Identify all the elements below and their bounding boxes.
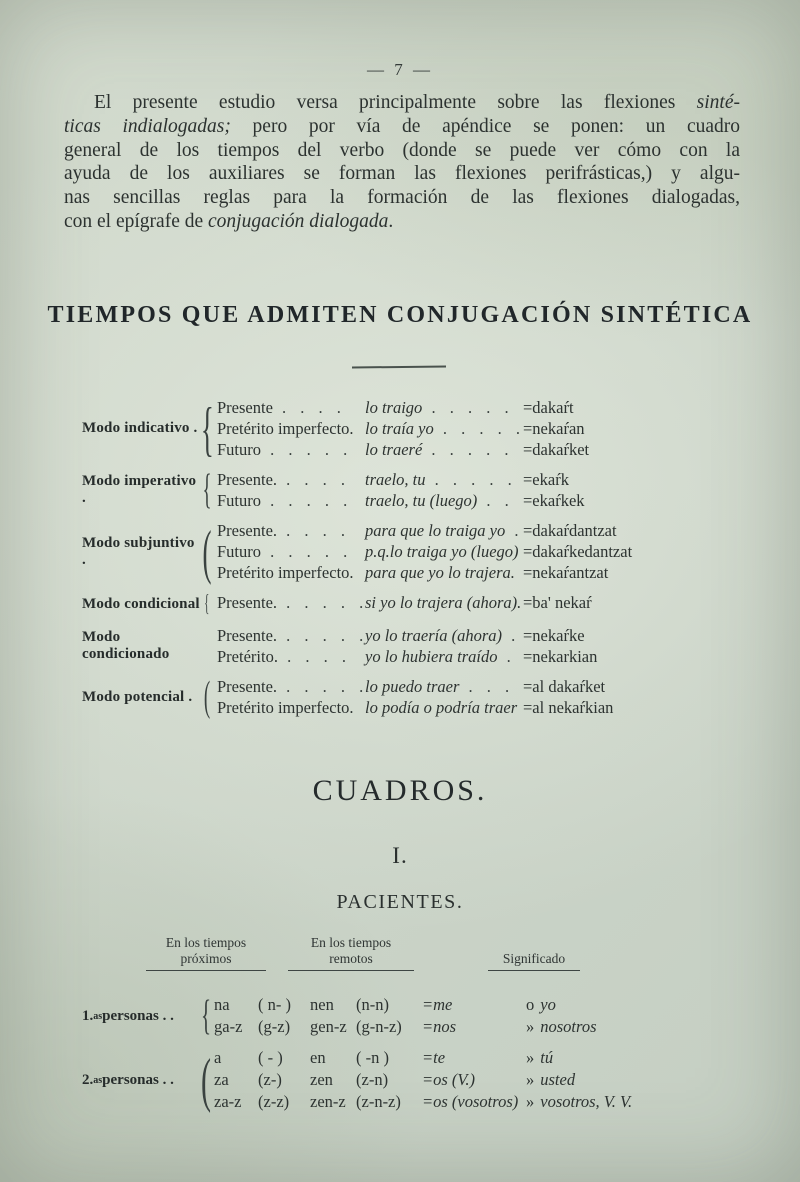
dot-leader: . . . . bbox=[277, 647, 351, 666]
modo-rows bbox=[217, 676, 754, 718]
cuadros-numeral: I. bbox=[392, 843, 408, 868]
dot-leader: . . . bbox=[459, 677, 515, 696]
tiempo-cell bbox=[217, 625, 369, 646]
tiempo-text: Pretérito imperfecto. bbox=[217, 563, 354, 582]
tiempo-text: Pretérito. bbox=[217, 647, 278, 666]
dot-leader: . . . . . bbox=[261, 542, 353, 561]
valor-cell: =ekaŕk bbox=[523, 470, 569, 489]
modo-rows bbox=[217, 469, 754, 511]
ejemplo-cell bbox=[365, 541, 523, 562]
valor-cell: =dakaŕt bbox=[523, 398, 574, 417]
ejemplo-text: yo lo hubiera traído bbox=[365, 647, 498, 666]
pacientes-header bbox=[82, 933, 772, 985]
ejemplo-cell bbox=[365, 697, 523, 718]
ejemplo-text: para que yo lo trajera. bbox=[365, 563, 515, 582]
tiempo-cell bbox=[217, 541, 365, 562]
ejemplo-cell bbox=[365, 439, 523, 460]
valor-cell: =ba' nekaŕ bbox=[523, 593, 592, 612]
ejemplo-cell bbox=[365, 490, 523, 511]
equivalencia: =nos bbox=[422, 1017, 457, 1036]
remoto-form: gen-z bbox=[310, 1017, 347, 1036]
equivalencia: =te bbox=[422, 1048, 446, 1067]
modo-group-subjuntivo bbox=[82, 520, 754, 583]
pacientes-title: PACIENTES. bbox=[336, 891, 464, 913]
paragraph-line bbox=[64, 186, 740, 210]
table-row bbox=[214, 1069, 772, 1091]
tiempo-cell bbox=[217, 397, 365, 418]
ejemplo-text: traelo, tu (luego) bbox=[365, 491, 478, 510]
line-text: pero por vía de apéndice se ponen: un cuadro bbox=[230, 115, 741, 137]
paragraph-line bbox=[64, 139, 740, 163]
valor-cell: =nekarkian bbox=[523, 647, 598, 666]
intro-paragraph bbox=[64, 91, 740, 234]
proximo-form: a bbox=[214, 1048, 222, 1067]
equivalencia: =me bbox=[422, 995, 453, 1014]
tiempo-cell bbox=[217, 697, 365, 718]
tiempo-cell bbox=[217, 439, 365, 460]
modo-group-imperativo bbox=[82, 469, 754, 511]
ejemplo-cell bbox=[365, 418, 523, 439]
valor-cell: =dakaŕdantzat bbox=[523, 521, 617, 540]
valor-cell: =nekaŕke bbox=[523, 626, 585, 645]
ejemplo-text: lo puedo traer bbox=[365, 677, 460, 696]
modo-label: Modo subjuntivo . bbox=[82, 534, 195, 568]
dot-leader: . bbox=[505, 521, 524, 540]
modo-rows bbox=[217, 592, 754, 616]
tiempo-cell bbox=[217, 592, 369, 613]
paragraph-line bbox=[64, 162, 740, 186]
valor-cell: =dakaŕkedantzat bbox=[523, 542, 633, 561]
remoto-affix: (z-n-z) bbox=[356, 1092, 401, 1111]
tiempo-text: Futuro bbox=[217, 440, 262, 459]
ejemplo-text: traelo, tu bbox=[365, 470, 426, 489]
ejemplo-cell bbox=[365, 625, 523, 646]
dot-leader: . . . . bbox=[277, 470, 351, 489]
table-row bbox=[217, 418, 754, 439]
remoto-affix: (z-n) bbox=[356, 1070, 389, 1089]
brace-icon bbox=[200, 625, 214, 667]
persona-group-2 bbox=[82, 1047, 772, 1113]
brace-icon: ( bbox=[202, 518, 212, 585]
table-row bbox=[217, 646, 754, 667]
modo-rows bbox=[217, 625, 754, 667]
significado-cell bbox=[526, 994, 556, 1016]
pacientes-table bbox=[82, 933, 772, 1113]
tiempo-text: Pretérito imperfecto. bbox=[217, 419, 354, 438]
valor-cell: =dakaŕket bbox=[523, 440, 590, 459]
dot-leader: . . . . bbox=[277, 521, 351, 540]
tiempo-text: Futuro bbox=[217, 542, 262, 561]
proximo-form: za-z bbox=[214, 1092, 242, 1111]
persona-word: personas . . bbox=[102, 1007, 174, 1024]
persona-number: 1. bbox=[82, 1007, 94, 1024]
brace-icon: { bbox=[200, 395, 214, 462]
table-row bbox=[217, 439, 754, 460]
dot-leader: . . . . . bbox=[425, 470, 517, 489]
divider-rule bbox=[352, 366, 446, 369]
proximo-form: ga-z bbox=[214, 1017, 243, 1036]
valor-cell: =nekaŕantzat bbox=[523, 563, 609, 582]
table-row bbox=[217, 592, 754, 613]
ejemplo-text: lo traía yo bbox=[365, 419, 434, 438]
modo-label: Modo imperativo . bbox=[82, 473, 197, 506]
tiempo-text: Presente. bbox=[217, 626, 278, 645]
significado-mark: » bbox=[526, 1070, 535, 1089]
brace-icon: { bbox=[200, 993, 212, 1039]
ejemplo-cell bbox=[365, 592, 523, 613]
significado-cell bbox=[526, 1091, 632, 1113]
equivalencia: =os (V.) bbox=[422, 1070, 475, 1089]
table-row bbox=[217, 541, 754, 562]
column-header-proximos bbox=[146, 935, 266, 971]
brace-icon: ( bbox=[203, 674, 211, 720]
ejemplo-text: lo traigo bbox=[365, 398, 423, 417]
significado-word: usted bbox=[540, 1070, 576, 1089]
table-row bbox=[217, 562, 754, 583]
tiempo-cell bbox=[217, 562, 365, 583]
remoto-affix: (n-n) bbox=[356, 995, 389, 1014]
paragraph-line bbox=[64, 91, 740, 115]
dot-leader: . . . . . bbox=[261, 491, 353, 510]
line-text-italic: ticas indialogadas; bbox=[64, 115, 231, 137]
dot-leader: . . . . . bbox=[433, 419, 525, 438]
significado-mark: » bbox=[526, 1048, 535, 1067]
remoto-affix: ( -n ) bbox=[356, 1048, 389, 1067]
dot-leader: . bbox=[502, 626, 521, 645]
persona-ordinal: as bbox=[93, 1010, 103, 1022]
persona-group-1 bbox=[82, 994, 772, 1038]
table-row bbox=[217, 520, 754, 541]
tiempo-cell bbox=[217, 520, 365, 541]
significado-cell bbox=[526, 1016, 597, 1038]
modo-group-indicativo bbox=[82, 397, 754, 460]
line-text: general de los tiempos del verbo (donde se puede ver cómo con la bbox=[64, 139, 740, 161]
ejemplo-cell bbox=[365, 562, 523, 583]
table-row bbox=[217, 625, 754, 646]
header-line: En los tiempos bbox=[310, 935, 392, 950]
dot-leader: . . . . bbox=[272, 398, 346, 417]
tiempo-text: Presente. bbox=[217, 521, 278, 540]
paragraph-line bbox=[64, 210, 740, 234]
ejemplo-text: yo lo traería (ahora) bbox=[365, 626, 503, 645]
significado-word: yo bbox=[540, 995, 556, 1014]
brace-icon: { bbox=[202, 467, 212, 513]
tiempo-text: Presente. bbox=[217, 470, 278, 489]
modo-group-potencial bbox=[82, 676, 754, 718]
proximo-form: za bbox=[214, 1070, 229, 1089]
significado-mark: » bbox=[526, 1017, 535, 1036]
conjugation-table bbox=[82, 397, 754, 727]
remoto-form: en bbox=[310, 1048, 326, 1067]
table-row bbox=[214, 1016, 772, 1038]
remoto-form: nen bbox=[310, 995, 334, 1014]
dot-leader: . . . . . bbox=[261, 440, 353, 459]
tiempo-cell bbox=[217, 646, 365, 667]
valor-cell: =al nekaŕkian bbox=[523, 698, 614, 717]
modo-rows bbox=[217, 397, 754, 460]
tiempo-cell bbox=[217, 490, 365, 511]
proximo-affix: ( n- ) bbox=[258, 995, 291, 1014]
valor-cell: =ekaŕkek bbox=[523, 491, 585, 510]
line-text: . bbox=[388, 210, 394, 232]
tiempo-cell bbox=[217, 676, 369, 697]
significado-mark: » bbox=[526, 1092, 535, 1111]
tiempo-cell bbox=[217, 469, 365, 490]
brace-icon: { bbox=[204, 591, 210, 617]
header-line: próximos bbox=[180, 951, 232, 966]
ejemplo-text: p.q.lo traiga yo (luego) bbox=[365, 542, 519, 561]
persona-rows bbox=[214, 994, 772, 1038]
modo-label: Modo condicional bbox=[82, 595, 200, 612]
persona-label bbox=[82, 1047, 200, 1113]
line-text: ayuda de los auxiliares se forman las flexiones perifrásticas,) y algu- bbox=[64, 163, 740, 185]
table-row bbox=[214, 1047, 772, 1069]
tiempo-text: Presente. bbox=[217, 677, 278, 696]
significado-word: nosotros bbox=[540, 1017, 597, 1036]
equivalencia: =os (vosotros) bbox=[422, 1092, 519, 1111]
dot-leader: . . . . . bbox=[422, 398, 514, 417]
remoto-affix: (g-n-z) bbox=[356, 1017, 402, 1036]
table-row bbox=[214, 1091, 772, 1113]
paragraph-line bbox=[64, 115, 740, 139]
ejemplo-cell bbox=[365, 646, 523, 667]
page-number: — 7 — bbox=[367, 60, 433, 79]
modo-group-condicional bbox=[82, 592, 754, 616]
column-header-significado bbox=[488, 951, 580, 971]
ejemplo-text: para que lo traiga yo bbox=[365, 521, 506, 540]
persona-number: 2. bbox=[82, 1071, 94, 1088]
header-line: Significado bbox=[502, 951, 566, 966]
line-text: con el epígrafe de bbox=[64, 210, 209, 232]
dot-leader: . . . . . bbox=[422, 440, 514, 459]
dot-leader: . . bbox=[477, 491, 514, 510]
ejemplo-text: lo podía o podría traer bbox=[365, 698, 518, 717]
dot-leader: . . . . . bbox=[277, 593, 369, 612]
table-row bbox=[217, 397, 754, 418]
dot-leader: . bbox=[497, 647, 516, 666]
significado-word: vosotros, V. V. bbox=[540, 1092, 633, 1111]
persona-label bbox=[82, 994, 200, 1038]
table-row bbox=[217, 469, 754, 490]
cuadros-title: CUADROS. bbox=[312, 774, 488, 807]
header-line: En los tiempos bbox=[165, 935, 247, 950]
header-line: remotos bbox=[329, 951, 373, 966]
ejemplo-cell bbox=[365, 469, 523, 490]
table-row bbox=[217, 676, 754, 697]
tiempo-text: Presente. bbox=[217, 593, 278, 612]
persona-word: personas . . bbox=[102, 1071, 174, 1088]
modo-label: Modo potencial . bbox=[82, 688, 193, 705]
modo-label: Modo condicionado bbox=[82, 629, 170, 662]
significado-mark: o bbox=[526, 995, 535, 1014]
proximo-form: na bbox=[214, 995, 230, 1014]
proximo-affix: ( - ) bbox=[258, 1048, 283, 1067]
significado-word: tú bbox=[540, 1048, 554, 1067]
persona-ordinal: as bbox=[93, 1074, 103, 1086]
line-text-italic: sinté- bbox=[696, 92, 740, 113]
remoto-form: zen-z bbox=[310, 1092, 346, 1111]
ejemplo-text: si yo lo trajera (ahora). bbox=[365, 593, 522, 612]
table-row bbox=[217, 697, 754, 718]
tiempo-cell bbox=[217, 418, 365, 439]
proximo-affix: (g-z) bbox=[258, 1017, 291, 1036]
column-header-remotos bbox=[288, 935, 414, 971]
modo-label: Modo indicativo . bbox=[82, 420, 198, 436]
significado-cell bbox=[526, 1047, 553, 1069]
line-text: El presente estudio versa principalmente sobre las flexiones bbox=[94, 92, 697, 113]
ejemplo-cell bbox=[365, 397, 523, 418]
valor-cell: =al dakaŕket bbox=[523, 677, 606, 696]
line-text: nas sencillas reglas para la formación de las flexiones dialogadas, bbox=[64, 187, 740, 209]
table-row bbox=[214, 994, 772, 1016]
ejemplo-cell bbox=[365, 676, 523, 697]
tiempo-text: Presente bbox=[217, 398, 273, 417]
section-title: TIEMPOS QUE ADMITEN CONJUGACIÓN SINTÉTICA bbox=[47, 302, 753, 328]
remoto-form: zen bbox=[310, 1070, 333, 1089]
tiempo-text: Pretérito imperfecto. bbox=[217, 698, 354, 717]
ejemplo-text: lo traeré bbox=[365, 440, 423, 459]
table-row bbox=[217, 490, 754, 511]
modo-rows bbox=[217, 520, 754, 583]
line-text-italic: conjugación dialogada bbox=[208, 210, 389, 232]
ejemplo-cell bbox=[365, 520, 523, 541]
dot-leader: . . . . . bbox=[277, 677, 369, 696]
proximo-affix: (z-) bbox=[258, 1070, 282, 1089]
dot-leader: . . . . . bbox=[277, 626, 369, 645]
brace-icon: ( bbox=[201, 1047, 212, 1113]
proximo-affix: (z-z) bbox=[258, 1092, 290, 1111]
tiempo-text: Futuro bbox=[217, 491, 262, 510]
valor-cell: =nekaŕan bbox=[523, 419, 585, 438]
significado-cell bbox=[526, 1069, 575, 1091]
modo-group-condicionado bbox=[82, 625, 754, 667]
persona-rows bbox=[214, 1047, 772, 1113]
